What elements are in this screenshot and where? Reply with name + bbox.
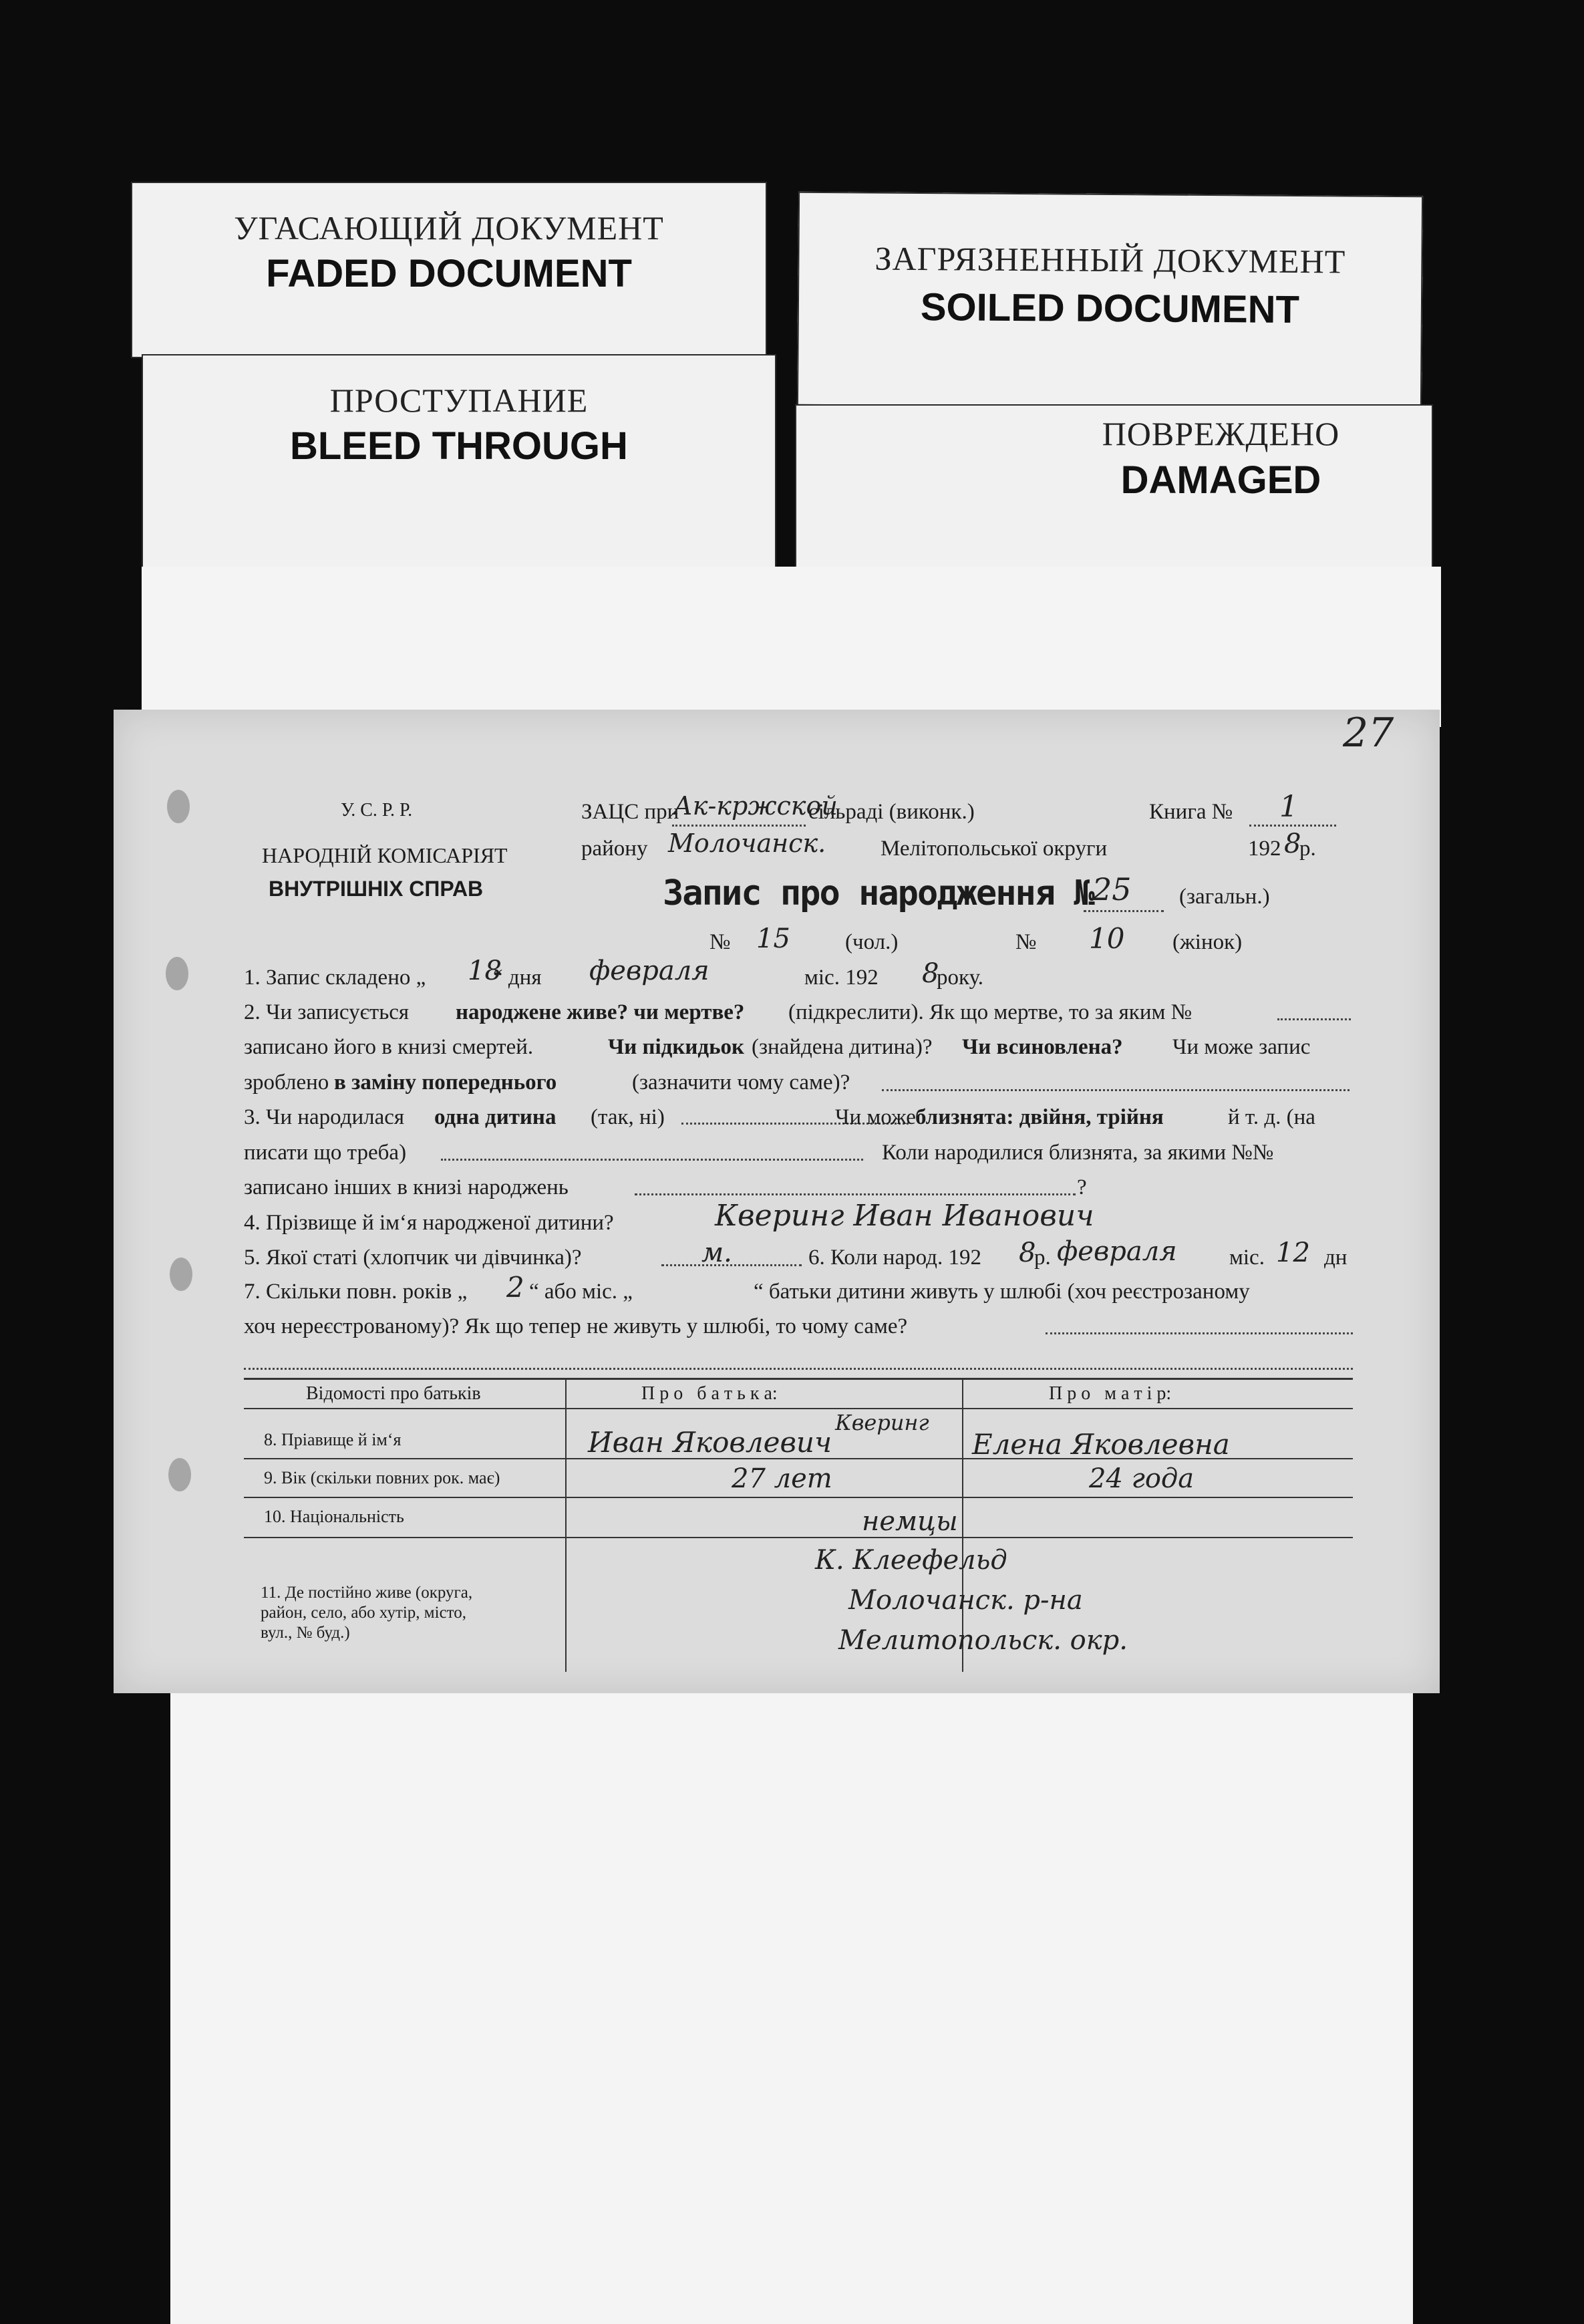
zags-suffix: сільраді (виконк.) [808, 800, 975, 824]
birth-day: 12 [1276, 1238, 1310, 1268]
q1-year-suffix: року. [937, 966, 984, 990]
record-title: Запис про народження № [663, 873, 1094, 913]
bleed-label-ru: ПРОСТУПАНИЕ [329, 382, 589, 419]
q7-line1-b: “ або міс. „ [529, 1280, 633, 1304]
q3-line2-a: писати що треба) [244, 1141, 407, 1165]
q2-line3-bold: в заміну попереднього [334, 1070, 557, 1095]
district-prefix: району [581, 837, 648, 861]
q6-month-suffix: міс. [1229, 1246, 1265, 1270]
row-address-label-2: район, село, або хутір, місто, [261, 1604, 467, 1622]
punch-hole [166, 957, 188, 990]
bleed-label-en: BLEED THROUGH [290, 424, 628, 468]
faded-document-slip [131, 182, 767, 358]
birth-month: февраля [1057, 1236, 1177, 1267]
female-number-suffix: (жінок) [1172, 930, 1243, 954]
table-col-father: П р о б а т ь к а: [641, 1383, 778, 1404]
table-row-rule [244, 1497, 1353, 1498]
q3-line1-bold: одна дитина [434, 1105, 557, 1129]
father-name: Иван Яковлевич [588, 1426, 832, 1459]
male-number-suffix: (чол.) [845, 930, 899, 954]
row-address-label-1: 11. Де постійно живе (округа, [261, 1584, 473, 1602]
q5-label: 5. Якої статі (хлопчик чи дівчинка)? [244, 1246, 582, 1270]
surname: Кверинг [835, 1410, 929, 1435]
fill-line [1084, 910, 1164, 912]
page-number: 27 [1343, 710, 1394, 756]
q2-line3-b: (зазначити чому саме)? [632, 1070, 850, 1095]
nationality: немцы [862, 1506, 958, 1537]
address-line-3: Мелитопольск. окр. [838, 1625, 1128, 1656]
child-sex: м. [701, 1238, 732, 1268]
q1-day-suffix: “ дня [493, 966, 542, 990]
fill-line [1277, 1018, 1351, 1020]
damaged-label-en: DAMAGED [1120, 458, 1321, 502]
table-header-rule [244, 1408, 1353, 1409]
record-number: 25 [1092, 871, 1132, 907]
q2-line2-bold: Чи підкидьок [608, 1035, 745, 1059]
marriage-years: 2 [506, 1271, 524, 1304]
q1-year: 8 [922, 958, 939, 989]
q4-label: 4. Прізвище й ім‘я народженої дитини? [244, 1211, 614, 1235]
male-number: 15 [756, 923, 790, 954]
q2-line2-bold2: Чи всиновлена? [962, 1035, 1123, 1059]
table-row-rule [244, 1537, 1353, 1538]
backing-sheet-top [142, 567, 1441, 727]
row-address-label-3: вул., № буд.) [261, 1624, 350, 1642]
bleed-through-slip [142, 354, 776, 575]
soiled-document-slip [797, 192, 1423, 410]
q1-month-suffix: міс. 192 [804, 966, 879, 990]
q7-line1-a: 7. Скільки повн. років „ [244, 1280, 468, 1304]
q7-line2: хоч нереєстрованому)? Як що тепер не живуть у шлюбі, то чому саме? [244, 1314, 908, 1338]
q3-line1-bold2: близнята: двійня, трійня [915, 1105, 1164, 1129]
q3-line3-a: записано інших в книзі народжень [244, 1175, 569, 1199]
fill-line [672, 825, 806, 827]
female-number: 10 [1089, 922, 1125, 955]
q6-label: 6. Коли народ. 192 [808, 1246, 981, 1270]
q2-line2-b: (знайдена дитина)? [752, 1035, 933, 1059]
address-line-1: К. Клеефельд [815, 1545, 1007, 1576]
fill-line [882, 1089, 1350, 1091]
village-name: Ак-кржской [673, 791, 838, 821]
row-name-label: 8. Пріавище й ім‘я [264, 1430, 402, 1449]
q2-line1-bold: народжене живе? чи мертве? [456, 1000, 745, 1024]
damaged-label-ru: ПОВРЕЖДЕНО [1102, 415, 1340, 452]
faded-label-en: FADED DOCUMENT [266, 252, 632, 295]
book-label: Книга № [1149, 800, 1233, 824]
female-number-label: № [1015, 930, 1037, 954]
table-col-divider [565, 1378, 567, 1672]
mother-name: Елена Яковлевна [972, 1428, 1230, 1461]
q2-line1-b: (підкреслити). Як що мертве, то за яким № [788, 1000, 1193, 1024]
q2-line2-a: записано його в книзі смертей. [244, 1035, 534, 1059]
child-name: Кверинг Иван Иванович [715, 1199, 1094, 1233]
year-suffix: р. [1299, 837, 1316, 861]
q6-day-suffix: дн [1324, 1246, 1348, 1270]
q3-line1-a: 3. Чи народилася [244, 1105, 405, 1129]
birth-record-form [114, 710, 1440, 1693]
table-top-rule [244, 1378, 1353, 1380]
q6-year: 8 [1019, 1238, 1036, 1268]
zags-prefix: ЗАЦС при [581, 800, 679, 824]
mother-age: 24 года [1089, 1463, 1195, 1494]
row-nationality-label: 10. Національність [264, 1507, 404, 1526]
q6-year-suffix: р. [1034, 1246, 1051, 1270]
q7-line1-c: “ батьки дитини живуть у шлюбі (хоч реєстрозаному [754, 1280, 1250, 1304]
year-prefix: 192 [1248, 837, 1281, 861]
soiled-label-en: SOILED DOCUMENT [920, 285, 1300, 331]
internal-affairs-label: ВНУТРІШНІХ СПРАВ [269, 877, 484, 901]
ussr-label: У. С. Р. Р. [341, 800, 413, 821]
faded-label-ru: УГАСАЮЩИЙ ДОКУМЕНТ [234, 209, 664, 247]
damaged-slip [795, 404, 1433, 578]
fill-line [244, 1368, 1353, 1370]
punch-hole [167, 790, 190, 823]
commissariat-label: НАРОДНІЙ КОМІСАРІЯТ [262, 843, 508, 867]
q3-line1-c: Чи може [835, 1105, 916, 1129]
table-col-parents: Відомості про батьків [306, 1383, 481, 1404]
punch-hole [168, 1458, 191, 1491]
address-line-2: Молочанск. р-на [848, 1585, 1083, 1616]
table-col-mother: П р о м а т і р: [1049, 1383, 1172, 1404]
male-number-label: № [709, 930, 731, 954]
soiled-label-ru: ЗАГРЯЗНЕННЫЙ ДОКУМЕНТ [875, 239, 1346, 281]
fill-line [441, 1159, 863, 1161]
fill-line [635, 1193, 1076, 1195]
fill-line [1249, 825, 1336, 827]
fill-line [661, 1264, 802, 1266]
q2-line3-a: зроблено [244, 1070, 329, 1095]
q3-line3-b: ? [1077, 1175, 1087, 1199]
q1-month: февраля [589, 956, 709, 986]
punch-hole [170, 1258, 192, 1291]
q2-line1-a: 2. Чи записується [244, 1000, 410, 1024]
q2-line2-c: Чи може запис [1172, 1035, 1311, 1059]
father-age: 27 лет [732, 1463, 832, 1494]
fill-line [1046, 1332, 1353, 1334]
q3-line1-b: (так, ні) [591, 1105, 665, 1129]
q1-label: 1. Запис складено „ [244, 966, 426, 990]
okrug-label: Мелітопольської округи [881, 837, 1108, 861]
backing-sheet-bottom [170, 1684, 1413, 2324]
record-title-suffix: (загальн.) [1179, 885, 1270, 909]
book-number: 1 [1279, 790, 1298, 824]
row-age-label: 9. Вік (скільки повних рок. має) [264, 1468, 500, 1487]
year-digit: 8 [1284, 829, 1301, 859]
q1-day: 18 [468, 956, 502, 986]
q3-line1-d: й т. д. (на [1228, 1105, 1315, 1129]
district-name: Молочанск. [668, 829, 826, 858]
q3-line2-b: Коли народилися близнята, за якими №№ [882, 1141, 1274, 1165]
